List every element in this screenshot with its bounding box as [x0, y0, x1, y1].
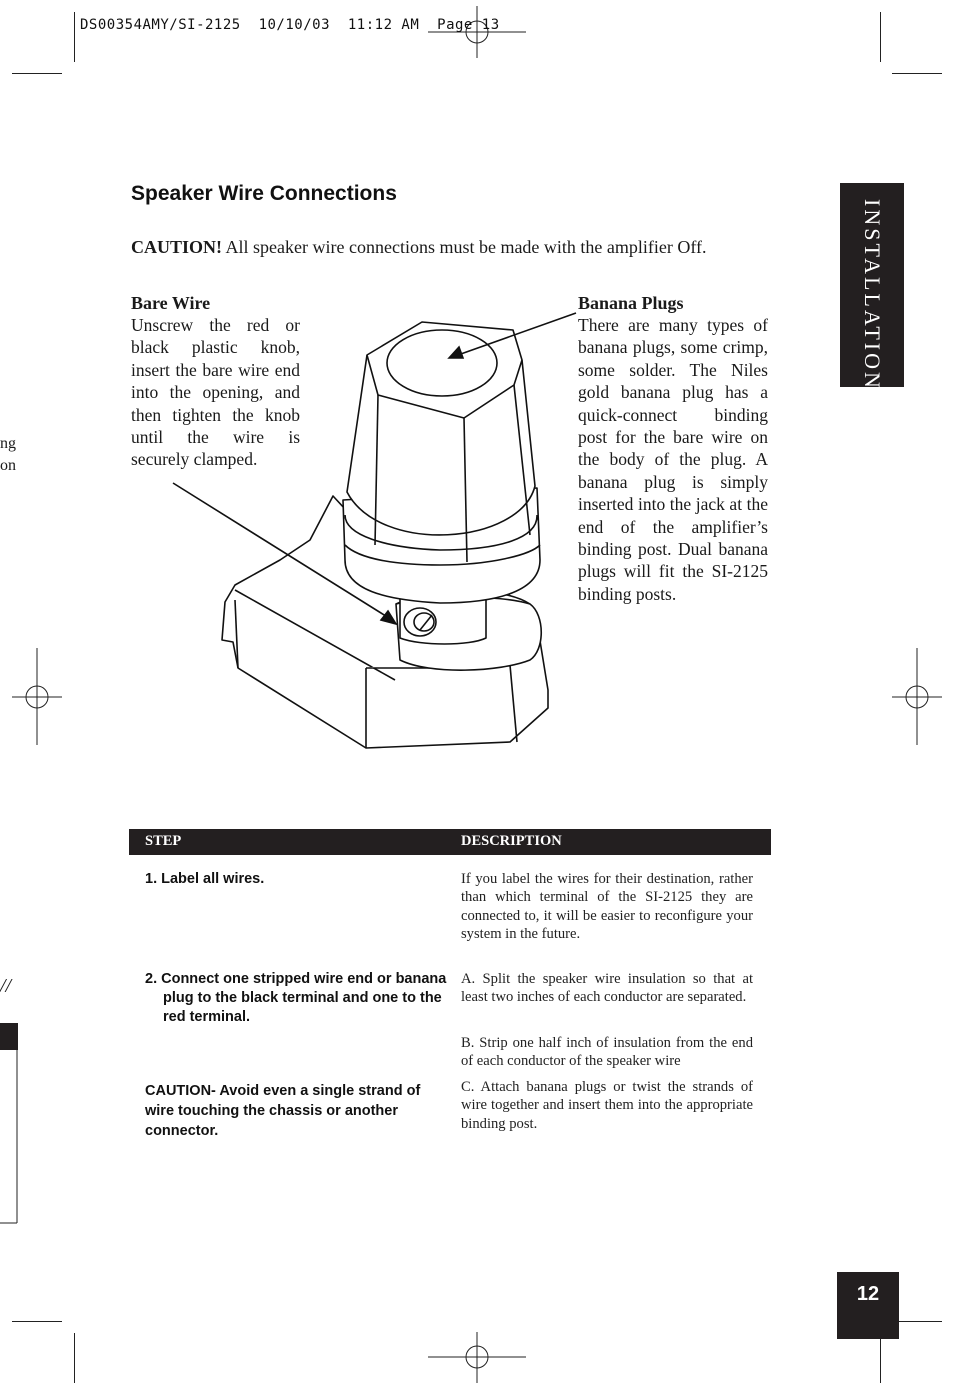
edge-fragment: on — [0, 457, 16, 474]
step-1-description: If you label the wires for their destination, rather than which terminal of the SI-2125 they are connected to, it will be easier to reconfigure your system in the future. — [461, 871, 753, 943]
bare-wire-heading: Bare Wire — [131, 293, 211, 313]
step-2-caution: CAUTION- Avoid even a single strand of wire touching the chassis or another connector. — [145, 1083, 421, 1139]
caution-label: CAUTION! — [131, 237, 223, 257]
print-slug: DS00354AMY/SI-2125 10/10/03 11:12 AM Page 13 — [80, 17, 500, 33]
step-2-description-c: C. Attach banana plugs or twist the strands of wire together and insert them into the appropriate binding post. — [461, 1079, 753, 1132]
step-2-description-a: A. Split the speaker wire insulation so that at least two inches of each conductor are separated. — [461, 971, 753, 1006]
step-2-description-b: B. Strip one half inch of insulation from the end of each conductor of the speaker wire — [461, 1035, 753, 1070]
step-2: 2. Connect one stripped wire end or banana plug to the black terminal and one to the red terminal. — [145, 971, 447, 1025]
caution-text: All speaker wire connections must be made with the amplifier Off. — [222, 237, 707, 257]
description-column-header: DESCRIPTION — [461, 833, 562, 849]
page-title: Speaker Wire Connections — [131, 182, 397, 205]
steps-table-header — [129, 829, 771, 855]
step-1: 1. Label all wires. — [145, 871, 265, 887]
banana-plugs-body: There are many types of banana plugs, some crimp, some solder. The Niles gold banana plug has a quick-connect binding post for the bare wire on the body of the plug. A banana plug is simply inserted into the jack at the end of the amplifier’s binding post. Dual banana plugs will fit the SI-2125 binding posts. — [578, 315, 768, 604]
banana-plugs-heading: Banana Plugs — [578, 293, 684, 313]
page-number: 12 — [837, 1272, 899, 1339]
side-tab-label: INSTALLATION — [860, 199, 885, 391]
bare-wire-body: Unscrew the red or black plastic knob, insert the bare wire end into the opening, and then tighten the knob until the wire is securely clamped. — [131, 315, 300, 470]
step-column-header: STEP — [145, 833, 182, 849]
edge-fragment: ng — [0, 435, 16, 452]
edge-fragment: // — [0, 975, 12, 997]
